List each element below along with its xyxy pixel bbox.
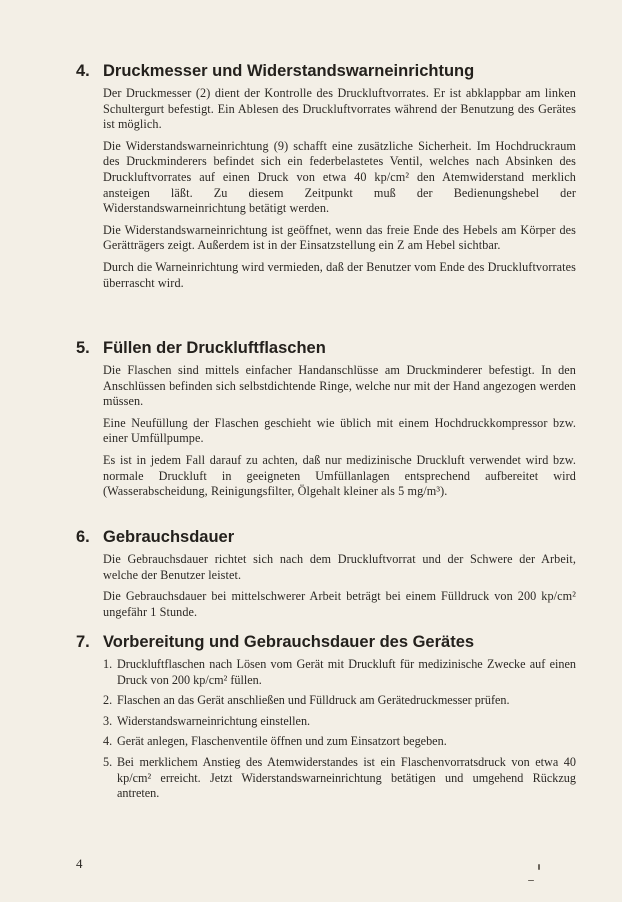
list-item-number: 5. — [103, 754, 113, 769]
paragraph: Durch die Warneinrichtung wird vermieden, daß der Benutzer vom Ende des Druckluftvorrates überrascht wird. — [103, 259, 576, 290]
paragraph: Eine Neufüllung der Flaschen geschieht wie üblich mit einem Hochdruckkompressor bzw. einer Umfüllpumpe. — [103, 415, 576, 446]
section-7 — [76, 632, 576, 807]
section-number: 6. — [76, 528, 90, 546]
paragraph: Die Gebrauchsdauer richtet sich nach dem Druckluftvorrat und der Schwere der Arbeit, welche der Benutzer leistet. — [103, 552, 576, 582]
paper-speck — [538, 864, 540, 870]
list-item — [103, 755, 576, 802]
section-number: 4. — [76, 62, 90, 80]
paragraph: Die Flaschen sind mittels einfacher Handanschlüsse am Druckminderer befestigt. In den Anschlüssen befinden sich selbstdichtende Ringe, welche nur mit der Hand angezogen werden müssen. — [103, 363, 576, 409]
list-item-text: Druckluftflaschen nach Lösen vom Gerät mit Druckluft für medizinische Zwecke auf einen Druck von 200 kp/cm² füllen. — [117, 657, 576, 687]
page-number: 4 — [76, 856, 83, 871]
section-heading — [76, 632, 576, 652]
section-heading — [76, 61, 576, 81]
section-title: Füllen der Druckluftflaschen — [103, 339, 326, 357]
paragraph: Der Druckmesser (2) dient der Kontrolle des Druckluftvorrates. Er ist abklappbar am linken Schultergurt befestigt. Ein Ablesen des Druckluftvorrates während der Benutzung des Gerätes ist möglich. — [103, 86, 576, 132]
list-item-text: Gerät anlegen, Flaschenventile öffnen und zum Einsatzort begeben. — [117, 734, 447, 749]
list-item-number: 4. — [103, 734, 113, 749]
paragraph: Die Widerstandswarneinrichtung (9) schafft eine zusätzliche Sicherheit. Im Hochdruckraum des Druckminderers befindet sich ein federbelastetes Ventil, welches nach Absinken des Druckluftvorrates auf einen Druck von etwa 40 kp/cm² den Atemwiderstand merklich ansteigen läßt. Zu diesem Zeitpunkt muß der Bedienungshebel der Widerstandswarneinrichtung betätigt werden. — [103, 138, 576, 216]
paragraph: Die Gebrauchsdauer bei mittelschwerer Arbeit beträgt bei einem Fülldruck von 200 kp/cm² ungefähr 1 Stunde. — [103, 589, 576, 619]
list-item-text: Flaschen an das Gerät anschließen und Fülldruck am Gerätedruckmesser prüfen. — [117, 693, 510, 708]
section-number: 5. — [76, 339, 90, 357]
numbered-list — [103, 657, 576, 802]
section-5 — [76, 338, 576, 506]
section-6 — [76, 527, 576, 626]
list-item-number: 2. — [103, 693, 113, 708]
paragraph: Es ist in jedem Fall darauf zu achten, daß nur medizinische Druckluft verwendet wird bzw. normale Druckluft in geeigneten Umfüllanlagen entsprechend aufbereitet wird (Wasserabscheidung, Reinigungsfilter, Ölgehalt kleiner als 5 mg/m³). — [103, 452, 576, 499]
section-4 — [76, 61, 576, 297]
list-item — [103, 693, 576, 709]
list-item — [103, 734, 576, 750]
section-title: Vorbereitung und Gebrauchsdauer des Gerätes — [103, 633, 475, 651]
list-item — [103, 714, 576, 730]
list-item-number: 3. — [103, 713, 113, 728]
list-item-text: Widerstandswarneinrichtung einstellen. — [117, 713, 311, 728]
list-item — [103, 657, 576, 688]
paper-speck — [528, 880, 534, 881]
section-heading — [76, 527, 576, 547]
section-number: 7. — [76, 633, 90, 651]
section-title: Gebrauchsdauer — [103, 528, 235, 546]
list-item-number: 1. — [103, 657, 113, 671]
section-heading — [76, 338, 576, 358]
section-title: Druckmesser und Widerstandswarneinrichtung — [103, 62, 475, 80]
paragraph: Die Widerstandswarneinrichtung ist geöffnet, wenn das freie Ende des Hebels am Körper des Gerätträgers zeigt. Außerdem ist in der Einsatzstellung ein Z am Hebel sichtbar. — [103, 222, 576, 253]
list-item-text: Bei merklichem Anstieg des Atemwiderstandes ist ein Flaschenvorratsdruck von etwa 40 kp/cm² erreicht. Jetzt Widerstandswarneinrichtung betätigen und umgehend Rückzug antreten. — [117, 754, 576, 801]
